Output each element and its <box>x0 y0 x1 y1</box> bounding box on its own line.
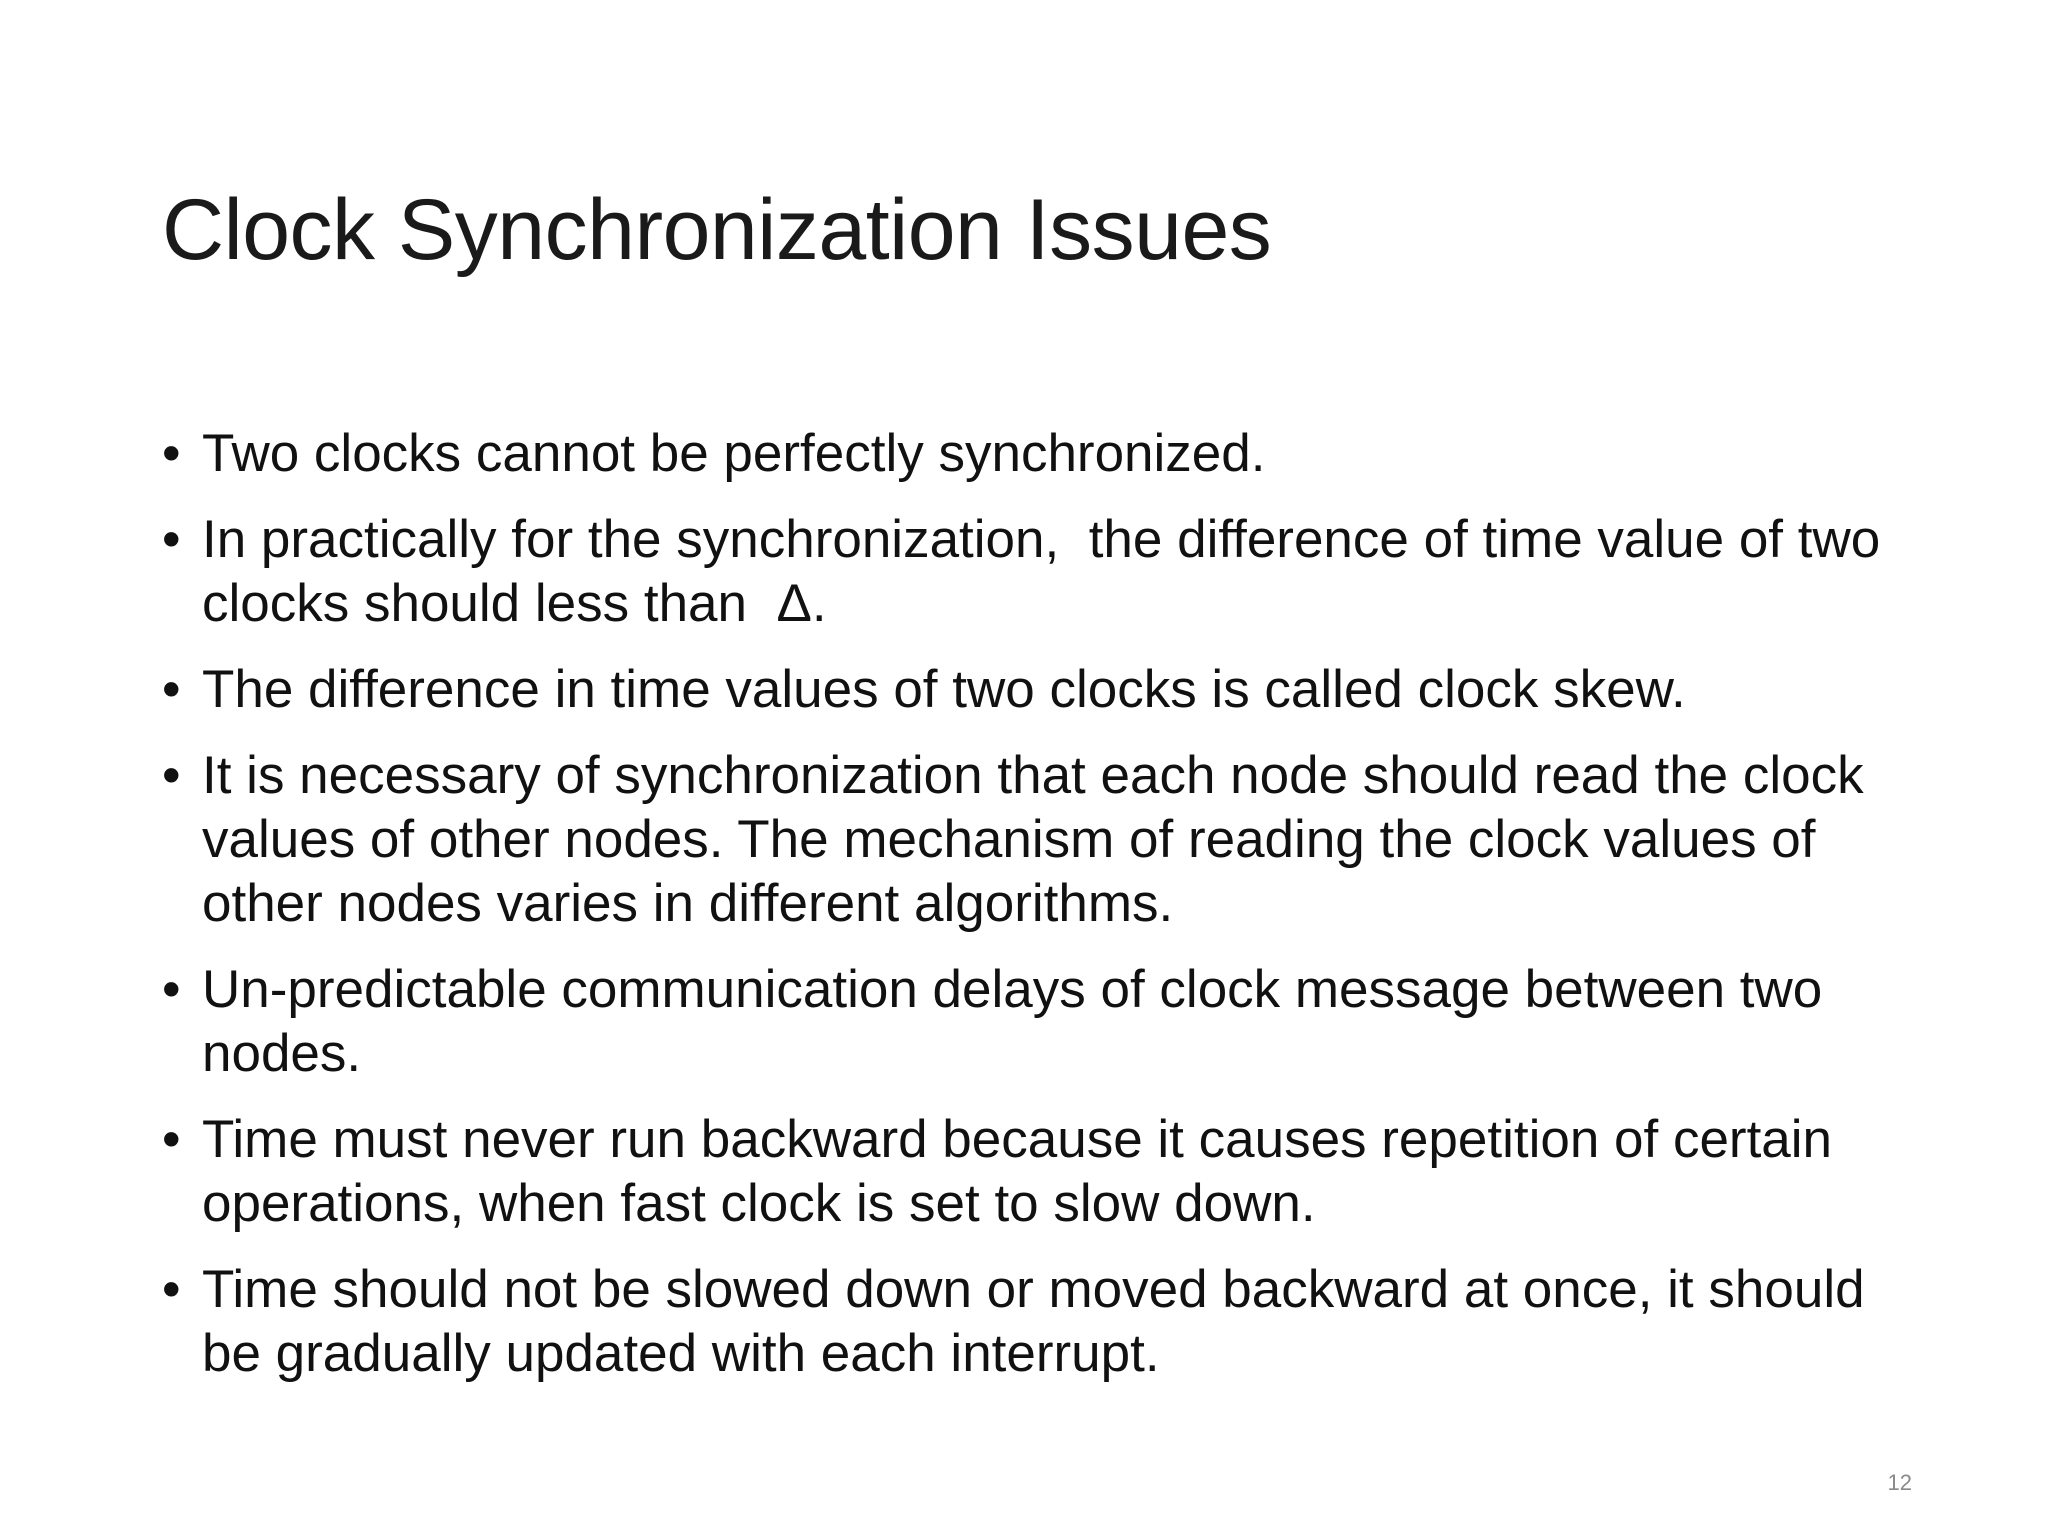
bullet-dot-icon: • <box>162 1110 181 1169</box>
page-number: 12 <box>1887 1470 1912 1495</box>
bullet-dot-icon: • <box>162 1260 181 1319</box>
bullet-dot-icon: • <box>162 960 181 1019</box>
bullet-dot-icon: • <box>162 746 181 805</box>
bullet-dot-icon: • <box>162 424 181 483</box>
bullet-list <box>162 422 1922 1408</box>
bullet-item <box>162 658 1922 722</box>
slide-title: Clock Synchronization Issues <box>162 182 1272 278</box>
bullet-text: Two clocks cannot be perfectly synchronized. <box>202 424 1266 483</box>
bullet-text: Time must never run backward because it causes repetition of certain operations, when fast clock is set to slow down. <box>202 1110 1833 1233</box>
bullet-item <box>162 508 1922 636</box>
bullet-item <box>162 1258 1922 1386</box>
bullet-text: Time should not be slowed down or moved backward at once, it should be gradually updated with each interrupt. <box>202 1260 1865 1383</box>
bullet-text: The difference in time values of two clocks is called clock skew. <box>202 660 1686 719</box>
bullet-item <box>162 422 1922 486</box>
bullet-text: In practically for the synchronization, the difference of time value of two clocks should less than Δ. <box>202 510 1895 633</box>
bullet-item <box>162 1108 1922 1236</box>
bullet-text: Un-predictable communication delays of clock message between two nodes. <box>202 960 1823 1083</box>
bullet-item <box>162 744 1922 936</box>
bullet-item <box>162 958 1922 1086</box>
bullet-dot-icon: • <box>162 510 181 569</box>
bullet-text: It is necessary of synchronization that each node should read the clock values of other nodes. The mechanism of reading the clock values of other nodes varies in different algorithms. <box>202 746 1864 933</box>
bullet-dot-icon: • <box>162 660 181 719</box>
